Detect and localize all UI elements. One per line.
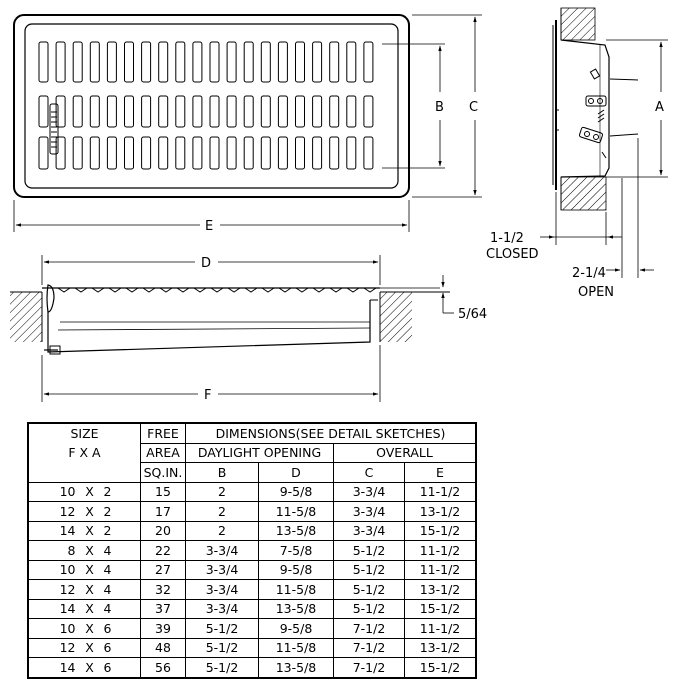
louver-slot: [142, 96, 151, 127]
hdr-area: AREA: [141, 443, 186, 463]
cell-b: 3-3/4: [186, 560, 259, 580]
louver-slot: [142, 137, 151, 169]
dim-e-label: E: [205, 219, 214, 234]
louver-slot: [159, 42, 168, 82]
size-a: 4: [103, 562, 112, 578]
cell-c: 7-1/2: [334, 619, 405, 639]
cell-c: 5-1/2: [334, 580, 405, 600]
louver-slot: [73, 137, 82, 169]
cell-d: 7-5/8: [259, 541, 334, 561]
cell-e: 11-1/2: [405, 541, 477, 561]
cell-e: 11-1/2: [405, 560, 477, 580]
cell-e: 13-1/2: [405, 638, 477, 658]
louver-slot: [244, 42, 253, 82]
hdr-sqin: SQ.IN.: [141, 463, 186, 483]
louver-slot: [159, 137, 168, 169]
louver-slot: [142, 42, 151, 82]
front-view: [14, 15, 409, 197]
louver-slot: [227, 96, 236, 127]
louver-slot: [39, 42, 48, 82]
table-row: [28, 502, 476, 522]
louver-slot: [125, 137, 134, 169]
louver-slot: [107, 42, 116, 82]
side-view: [553, 8, 638, 210]
louver-slot: [313, 137, 322, 169]
cell-c: 7-1/2: [334, 658, 405, 678]
louver-slot: [176, 96, 185, 127]
size-cell: [28, 482, 141, 502]
cell-b: 2: [186, 502, 259, 522]
louver-slot: [39, 137, 48, 169]
cell-d: 13-5/8: [259, 599, 334, 619]
hdr-size-blank: [28, 463, 141, 483]
cell-d: 13-5/8: [259, 658, 334, 678]
size-x: X: [85, 640, 94, 656]
floor-left: [10, 292, 42, 342]
size-a: 6: [103, 640, 112, 656]
louver-slot: [73, 96, 82, 127]
dim-a-label: A: [655, 100, 664, 115]
louver-slot: [347, 96, 356, 127]
size-f: 10: [59, 620, 76, 636]
size-cell: [28, 619, 141, 639]
louver-slot: [330, 96, 339, 127]
size-f: 14: [59, 659, 76, 675]
louver-slot: [193, 42, 202, 82]
open-label: OPEN: [578, 285, 615, 300]
dim-d-label: D: [201, 256, 212, 271]
cell-b: 3-3/4: [186, 580, 259, 600]
size-x: X: [85, 659, 94, 675]
cell-d: 9-5/8: [259, 619, 334, 639]
cell-d: 9-5/8: [259, 560, 334, 580]
cell-area: 27: [141, 560, 186, 580]
cell-d: 11-5/8: [259, 580, 334, 600]
cell-e: 15-1/2: [405, 658, 477, 678]
cell-b: 3-3/4: [186, 599, 259, 619]
hdr-free: FREE: [141, 423, 186, 443]
table-row: [28, 619, 476, 639]
size-x: X: [85, 523, 94, 539]
size-a: 4: [103, 581, 112, 597]
table-row: [28, 482, 476, 502]
size-cell: [28, 541, 141, 561]
cell-area: 17: [141, 502, 186, 522]
louver-slot: [261, 42, 270, 82]
damper-mechanism: [579, 69, 606, 158]
table-row: [28, 658, 476, 678]
size-cell: [28, 502, 141, 522]
cell-area: 20: [141, 521, 186, 541]
closed-label: CLOSED: [486, 247, 539, 262]
louver-slot: [347, 42, 356, 82]
dim-thickness: [443, 275, 454, 313]
louver-slot: [39, 96, 48, 127]
hdr-size-sub: F X A: [28, 443, 141, 463]
size-a: 6: [103, 620, 112, 636]
hdr-daylight-opening: DAYLIGHT OPENING: [186, 443, 334, 463]
hdr-size: SIZE: [28, 423, 141, 443]
size-f: 12: [59, 640, 76, 656]
louver-slot: [278, 96, 287, 127]
size-x: X: [85, 503, 94, 519]
size-cell: [28, 638, 141, 658]
size-x: X: [85, 620, 94, 636]
louver-slot: [261, 137, 270, 169]
size-f: 14: [59, 601, 76, 617]
size-f: 10: [59, 562, 76, 578]
cell-e: 13-1/2: [405, 502, 477, 522]
louver-slot: [296, 42, 305, 82]
size-f: 10: [59, 484, 76, 500]
cell-b: 5-1/2: [186, 638, 259, 658]
cell-d: 9-5/8: [259, 482, 334, 502]
size-cell: [28, 599, 141, 619]
size-x: X: [85, 581, 94, 597]
thickness-label: 5/64: [458, 307, 488, 322]
cell-area: 32: [141, 580, 186, 600]
cell-e: 15-1/2: [405, 599, 477, 619]
cell-b: 3-3/4: [186, 541, 259, 561]
louver-slot: [107, 96, 116, 127]
louver-slot: [107, 137, 116, 169]
size-f: 14: [59, 523, 76, 539]
size-cell: [28, 560, 141, 580]
table-row: [28, 599, 476, 619]
dim-c-label: C: [469, 100, 479, 115]
table-row: [28, 521, 476, 541]
louver-slot: [227, 42, 236, 82]
cell-area: 39: [141, 619, 186, 639]
louver-slot: [227, 137, 236, 169]
louver-slot: [244, 96, 253, 127]
floor-right: [380, 292, 412, 342]
louver-slot: [176, 137, 185, 169]
size-a: 4: [103, 542, 112, 558]
damper-lever: [50, 104, 58, 154]
louver-slots: [39, 42, 373, 169]
louver-slot: [296, 96, 305, 127]
cell-c: 3-3/4: [334, 502, 405, 522]
cell-c: 3-3/4: [334, 521, 405, 541]
section-view: [10, 285, 450, 354]
cell-d: 13-5/8: [259, 521, 334, 541]
closed-value: 1-1/2: [490, 231, 524, 246]
cell-e: 13-1/2: [405, 580, 477, 600]
louver-slot: [347, 137, 356, 169]
louver-slot: [56, 96, 65, 127]
hdr-col-d: D: [259, 463, 334, 483]
louver-slot: [193, 96, 202, 127]
louver-slot: [278, 42, 287, 82]
size-a: 2: [103, 523, 112, 539]
cell-e: 11-1/2: [405, 482, 477, 502]
size-f: 12: [59, 581, 76, 597]
table-row: [28, 560, 476, 580]
cell-e: 11-1/2: [405, 619, 477, 639]
hdr-col-b: B: [186, 463, 259, 483]
cell-area: 15: [141, 482, 186, 502]
cell-c: 5-1/2: [334, 541, 405, 561]
louver-slot: [125, 96, 134, 127]
floor-upper-section: [561, 8, 595, 40]
size-x: X: [85, 601, 94, 617]
table-row: [28, 580, 476, 600]
hdr-dimensions: DIMENSIONS(SEE DETAIL SKETCHES): [186, 423, 477, 443]
hdr-overall: OVERALL: [334, 443, 477, 463]
cell-b: 5-1/2: [186, 658, 259, 678]
size-a: 4: [103, 601, 112, 617]
size-a: 2: [103, 503, 112, 519]
louver-slot: [330, 137, 339, 169]
size-cell: [28, 521, 141, 541]
hdr-col-e: E: [405, 463, 477, 483]
size-f: 8: [67, 542, 76, 558]
size-cell: [28, 580, 141, 600]
louver-slot: [210, 96, 219, 127]
louver-slot: [364, 96, 373, 127]
louver-slot: [90, 137, 99, 169]
size-f: 12: [59, 503, 76, 519]
size-cell: [28, 658, 141, 678]
cell-b: 5-1/2: [186, 619, 259, 639]
louver-slot: [90, 96, 99, 127]
dim-f-label: F: [204, 388, 212, 403]
size-a: 2: [103, 484, 112, 500]
cell-area: 48: [141, 638, 186, 658]
cell-area: 37: [141, 599, 186, 619]
size-spec-table: [27, 422, 477, 679]
louver-slot: [330, 42, 339, 82]
louver-slot: [313, 42, 322, 82]
louver-slot: [278, 137, 287, 169]
size-x: X: [85, 484, 94, 500]
louver-slot: [313, 96, 322, 127]
louver-slot: [125, 42, 134, 82]
table-row: [28, 541, 476, 561]
louver-slot: [56, 42, 65, 82]
table-row: [28, 638, 476, 658]
hdr-col-c: C: [334, 463, 405, 483]
cell-e: 15-1/2: [405, 521, 477, 541]
register-face-inner: [25, 24, 398, 188]
cell-d: 11-5/8: [259, 502, 334, 522]
dim-b-label: B: [435, 100, 444, 115]
louver-slot: [210, 137, 219, 169]
cell-c: 3-3/4: [334, 482, 405, 502]
louver-slot: [364, 42, 373, 82]
floor-lower-section: [561, 177, 606, 210]
cell-d: 11-5/8: [259, 638, 334, 658]
louver-slot: [159, 96, 168, 127]
louver-slot: [296, 137, 305, 169]
louver-slot: [261, 96, 270, 127]
size-a: 6: [103, 659, 112, 675]
size-x: X: [85, 542, 94, 558]
louver-slot: [73, 42, 82, 82]
cell-area: 56: [141, 658, 186, 678]
louver-slot: [364, 137, 373, 169]
open-value: 2-1/4: [572, 266, 606, 281]
louver-slot: [193, 137, 202, 169]
cell-b: 2: [186, 521, 259, 541]
cell-b: 2: [186, 482, 259, 502]
louver-slot: [210, 42, 219, 82]
cell-c: 5-1/2: [334, 560, 405, 580]
size-x: X: [85, 562, 94, 578]
cell-area: 22: [141, 541, 186, 561]
louver-slot: [90, 42, 99, 82]
louver-slot: [244, 137, 253, 169]
cell-c: 5-1/2: [334, 599, 405, 619]
cell-c: 7-1/2: [334, 638, 405, 658]
louver-slot: [176, 42, 185, 82]
